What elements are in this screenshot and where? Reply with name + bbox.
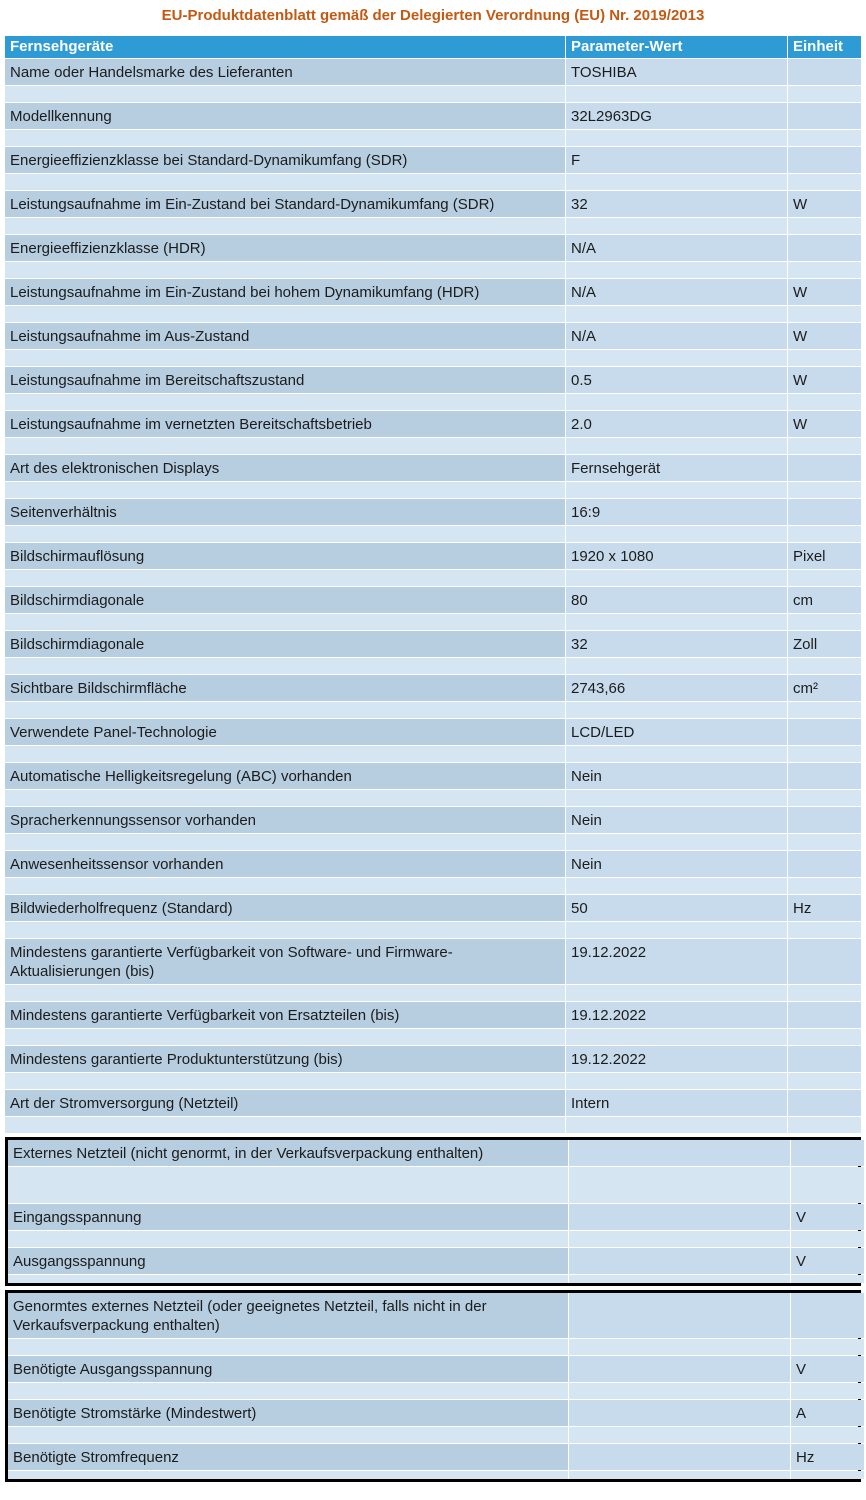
row-value: Intern (566, 1090, 787, 1116)
gap-cell (566, 790, 787, 806)
row-gap (5, 86, 861, 102)
gap-cell (791, 1167, 864, 1203)
row-value: 1920 x 1080 (566, 543, 787, 569)
section-header-unit (791, 1293, 864, 1338)
row-unit (788, 455, 861, 481)
row-label: Bildschirmdiagonale (5, 587, 565, 613)
gap-cell (788, 526, 861, 542)
gap-cell (566, 878, 787, 894)
row-value: N/A (566, 279, 787, 305)
row-unit (788, 499, 861, 525)
table-row (5, 587, 861, 613)
gap-cell (5, 482, 565, 498)
row-unit (788, 103, 861, 129)
gap-cell (5, 790, 565, 806)
row-unit: W (788, 367, 861, 393)
gap-cell (788, 350, 861, 366)
gap-cell (788, 658, 861, 674)
gap-cell (788, 174, 861, 190)
row-gap (5, 570, 861, 586)
row-gap (8, 1427, 858, 1443)
table-row (5, 235, 861, 261)
gap-cell (788, 1029, 861, 1045)
gap-cell (788, 218, 861, 234)
row-unit: V (791, 1204, 864, 1230)
table-row (5, 279, 861, 305)
gap-cell (788, 614, 861, 630)
row-label: Leistungsaufnahme im Aus-Zustand (5, 323, 565, 349)
row-value: 16:9 (566, 499, 787, 525)
section-header-label: Externes Netzteil (nicht genormt, in der Verkaufsverpackung enthalten) (8, 1140, 568, 1166)
gap-cell (5, 834, 565, 850)
row-gap (5, 350, 861, 366)
row-value (569, 1444, 790, 1470)
row-gap (5, 218, 861, 234)
gap-cell (5, 306, 565, 322)
gap-cell (566, 394, 787, 410)
gap-cell (5, 86, 565, 102)
gap-cell (566, 526, 787, 542)
section-box-genormtes-netzteil (5, 1290, 861, 1482)
row-value: 32 (566, 631, 787, 657)
gap-cell (8, 1339, 568, 1355)
row-label: Verwendete Panel-Technologie (5, 719, 565, 745)
row-gap (5, 878, 861, 894)
row-label: Anwesenheitssensor vorhanden (5, 851, 565, 877)
table-row (5, 939, 861, 984)
gap-cell (788, 394, 861, 410)
row-label: Bildwiederholfrequenz (Standard) (5, 895, 565, 921)
gap-cell (566, 482, 787, 498)
section-header-label: Genormtes externes Netzteil (oder geeignetes Netzteil, falls nicht in der Verkaufsverpackung enthalten) (8, 1293, 568, 1338)
row-gap (8, 1231, 858, 1247)
table-row (5, 719, 861, 745)
gap-cell (791, 1339, 864, 1355)
gap-cell (566, 1029, 787, 1045)
row-unit: W (788, 411, 861, 437)
row-unit: Pixel (788, 543, 861, 569)
gap-cell (788, 438, 861, 454)
gap-cell (5, 985, 565, 1001)
gap-cell (788, 702, 861, 718)
table-row (8, 1356, 858, 1382)
gap-cell (5, 614, 565, 630)
row-value: 32L2963DG (566, 103, 787, 129)
row-value (569, 1248, 790, 1274)
row-label: Leistungsaufnahme im Bereitschaftszustand (5, 367, 565, 393)
row-gap (5, 174, 861, 190)
row-label: Seitenverhältnis (5, 499, 565, 525)
row-unit: V (791, 1248, 864, 1274)
section-header-unit (791, 1140, 864, 1166)
gap-cell (566, 174, 787, 190)
gap-cell (788, 86, 861, 102)
gap-cell (788, 1073, 861, 1089)
row-label: Energieeffizienzklasse (HDR) (5, 235, 565, 261)
row-gap (5, 394, 861, 410)
gap-cell (566, 1073, 787, 1089)
gap-cell (5, 218, 565, 234)
row-value: Nein (566, 807, 787, 833)
row-unit (788, 939, 861, 984)
section-header-value (569, 1293, 790, 1338)
row-label: Mindestens garantierte Verfügbarkeit von Software- und Firmware-Aktualisierungen (bis) (5, 939, 565, 984)
row-gap (5, 526, 861, 542)
gap-cell (5, 922, 565, 938)
table-row (8, 1444, 858, 1470)
gap-cell (566, 438, 787, 454)
gap-cell (566, 746, 787, 762)
row-unit (788, 235, 861, 261)
table-row (5, 895, 861, 921)
row-gap (5, 1073, 861, 1089)
gap-cell (569, 1471, 790, 1479)
gap-cell (5, 1029, 565, 1045)
gap-cell (566, 702, 787, 718)
table-row (5, 59, 861, 85)
row-unit: W (788, 191, 861, 217)
row-label: Benötigte Stromfrequenz (8, 1444, 568, 1470)
row-value: 80 (566, 587, 787, 613)
row-label: Spracherkennungssensor vorhanden (5, 807, 565, 833)
row-unit: cm (788, 587, 861, 613)
gap-cell (788, 262, 861, 278)
row-unit (788, 763, 861, 789)
gap-cell (569, 1275, 790, 1283)
gap-cell (569, 1427, 790, 1443)
row-gap (5, 482, 861, 498)
table-body (5, 59, 861, 1133)
row-unit (788, 1002, 861, 1028)
row-label: Benötigte Stromstärke (Mindestwert) (8, 1400, 568, 1426)
gap-cell (566, 834, 787, 850)
table-row (5, 147, 861, 173)
gap-cell (5, 130, 565, 146)
gap-cell (788, 834, 861, 850)
gap-cell (569, 1167, 790, 1203)
table-row (5, 675, 861, 701)
gap-cell (569, 1231, 790, 1247)
row-unit: Hz (791, 1444, 864, 1470)
row-unit: Zoll (788, 631, 861, 657)
gap-cell (8, 1231, 568, 1247)
gap-cell (566, 1117, 787, 1133)
gap-cell (8, 1427, 568, 1443)
row-gap (8, 1339, 858, 1355)
row-gap (5, 790, 861, 806)
table-row (5, 763, 861, 789)
row-label: Art der Stromversorgung (Netzteil) (5, 1090, 565, 1116)
table-header-row (5, 36, 861, 58)
row-value (569, 1400, 790, 1426)
table-row (5, 1090, 861, 1116)
gap-cell (791, 1383, 864, 1399)
gap-cell (791, 1231, 864, 1247)
page-title: EU-Produktdatenblatt gemäß der Delegierten Verordnung (EU) Nr. 2019/2013 (161, 7, 705, 24)
section-header-row (8, 1140, 858, 1166)
header-fernsehgeraete: Fernsehgeräte (5, 36, 565, 58)
row-value: 2.0 (566, 411, 787, 437)
table-row (5, 1046, 861, 1072)
gap-cell (8, 1167, 568, 1203)
table-row (5, 543, 861, 569)
table-row (5, 807, 861, 833)
row-label: Energieeffizienzklasse bei Standard-Dynamikumfang (SDR) (5, 147, 565, 173)
row-value: Fernsehgerät (566, 455, 787, 481)
row-value: 2743,66 (566, 675, 787, 701)
gap-cell (5, 746, 565, 762)
gap-cell (5, 438, 565, 454)
gap-cell (5, 394, 565, 410)
table-row (5, 367, 861, 393)
row-gap (5, 985, 861, 1001)
row-gap (5, 834, 861, 850)
row-value (569, 1204, 790, 1230)
row-gap (5, 1117, 861, 1133)
table-row (5, 1002, 861, 1028)
row-unit (788, 719, 861, 745)
row-unit (788, 59, 861, 85)
table-row (8, 1204, 858, 1230)
table-row (5, 411, 861, 437)
gap-cell (788, 306, 861, 322)
row-gap (5, 922, 861, 938)
gap-cell (788, 570, 861, 586)
row-label: Leistungsaufnahme im Ein-Zustand bei Standard-Dynamikumfang (SDR) (5, 191, 565, 217)
row-unit (788, 1090, 861, 1116)
gap-cell (791, 1471, 864, 1479)
gap-cell (566, 262, 787, 278)
gap-cell (788, 746, 861, 762)
row-value: Nein (566, 851, 787, 877)
row-value: 19.12.2022 (566, 1002, 787, 1028)
table-row (5, 631, 861, 657)
gap-cell (788, 922, 861, 938)
row-label: Mindestens garantierte Produktunterstützung (bis) (5, 1046, 565, 1072)
gap-cell (566, 130, 787, 146)
table-row (8, 1400, 858, 1426)
gap-cell (566, 86, 787, 102)
gap-cell (788, 130, 861, 146)
row-value: LCD/LED (566, 719, 787, 745)
gap-cell (5, 526, 565, 542)
row-gap (8, 1471, 858, 1479)
gap-cell (5, 174, 565, 190)
row-label: Automatische Helligkeitsregelung (ABC) vorhanden (5, 763, 565, 789)
gap-cell (5, 878, 565, 894)
gap-cell (566, 985, 787, 1001)
gap-cell (5, 702, 565, 718)
row-unit: Hz (788, 895, 861, 921)
table-row (5, 323, 861, 349)
header-parameter-wert: Parameter-Wert (566, 36, 787, 58)
row-gap (5, 306, 861, 322)
gap-cell (788, 878, 861, 894)
gap-cell (791, 1427, 864, 1443)
gap-cell (791, 1275, 864, 1283)
row-gap (8, 1167, 858, 1203)
row-value (569, 1356, 790, 1382)
row-gap (5, 702, 861, 718)
row-value: 19.12.2022 (566, 1046, 787, 1072)
gap-cell (8, 1383, 568, 1399)
row-unit (788, 807, 861, 833)
gap-cell (566, 570, 787, 586)
gap-cell (5, 1117, 565, 1133)
gap-cell (8, 1275, 568, 1283)
row-label: Eingangsspannung (8, 1204, 568, 1230)
row-value: Nein (566, 763, 787, 789)
gap-cell (566, 922, 787, 938)
row-label: Sichtbare Bildschirmfläche (5, 675, 565, 701)
section-header-value (569, 1140, 790, 1166)
row-unit (788, 1046, 861, 1072)
row-label: Bildschirmauflösung (5, 543, 565, 569)
gap-cell (569, 1383, 790, 1399)
row-label: Name oder Handelsmarke des Lieferanten (5, 59, 565, 85)
row-label: Art des elektronischen Displays (5, 455, 565, 481)
table-row (5, 851, 861, 877)
row-gap (5, 746, 861, 762)
row-gap (5, 438, 861, 454)
header-einheit: Einheit (788, 36, 861, 58)
row-value: 19.12.2022 (566, 939, 787, 984)
row-unit: W (788, 279, 861, 305)
gap-cell (566, 614, 787, 630)
row-value: 0.5 (566, 367, 787, 393)
row-label: Modellkennung (5, 103, 565, 129)
row-label: Leistungsaufnahme im Ein-Zustand bei hohem Dynamikumfang (HDR) (5, 279, 565, 305)
gap-cell (566, 306, 787, 322)
row-label: Benötigte Ausgangsspannung (8, 1356, 568, 1382)
gap-cell (566, 350, 787, 366)
gap-cell (566, 218, 787, 234)
gap-cell (788, 985, 861, 1001)
row-unit: A (791, 1400, 864, 1426)
row-value: 32 (566, 191, 787, 217)
row-unit: cm² (788, 675, 861, 701)
table-row (5, 103, 861, 129)
gap-cell (5, 658, 565, 674)
row-gap (8, 1275, 858, 1283)
row-unit (788, 851, 861, 877)
row-value: TOSHIBA (566, 59, 787, 85)
row-gap (5, 614, 861, 630)
gap-cell (569, 1339, 790, 1355)
row-label: Leistungsaufnahme im vernetzten Bereitschaftsbetrieb (5, 411, 565, 437)
gap-cell (5, 570, 565, 586)
gap-cell (5, 350, 565, 366)
table-row (5, 499, 861, 525)
gap-cell (5, 1073, 565, 1089)
row-gap (8, 1383, 858, 1399)
datasheet-table (5, 36, 861, 1482)
row-gap (5, 1029, 861, 1045)
row-gap (5, 130, 861, 146)
row-label: Bildschirmdiagonale (5, 631, 565, 657)
gap-cell (788, 790, 861, 806)
row-value: 50 (566, 895, 787, 921)
row-unit: V (791, 1356, 864, 1382)
gap-cell (788, 482, 861, 498)
row-unit (788, 147, 861, 173)
row-label: Ausgangsspannung (8, 1248, 568, 1274)
table-row (8, 1248, 858, 1274)
row-gap (5, 262, 861, 278)
row-value: F (566, 147, 787, 173)
row-value: N/A (566, 323, 787, 349)
row-label: Mindestens garantierte Verfügbarkeit von Ersatzteilen (bis) (5, 1002, 565, 1028)
gap-cell (788, 1117, 861, 1133)
table-row (5, 455, 861, 481)
section-header-row (8, 1293, 858, 1338)
table-row (5, 191, 861, 217)
row-unit: W (788, 323, 861, 349)
section-box-externes-netzteil (5, 1137, 861, 1286)
row-value: N/A (566, 235, 787, 261)
gap-cell (8, 1471, 568, 1479)
gap-cell (566, 658, 787, 674)
gap-cell (5, 262, 565, 278)
row-gap (5, 658, 861, 674)
